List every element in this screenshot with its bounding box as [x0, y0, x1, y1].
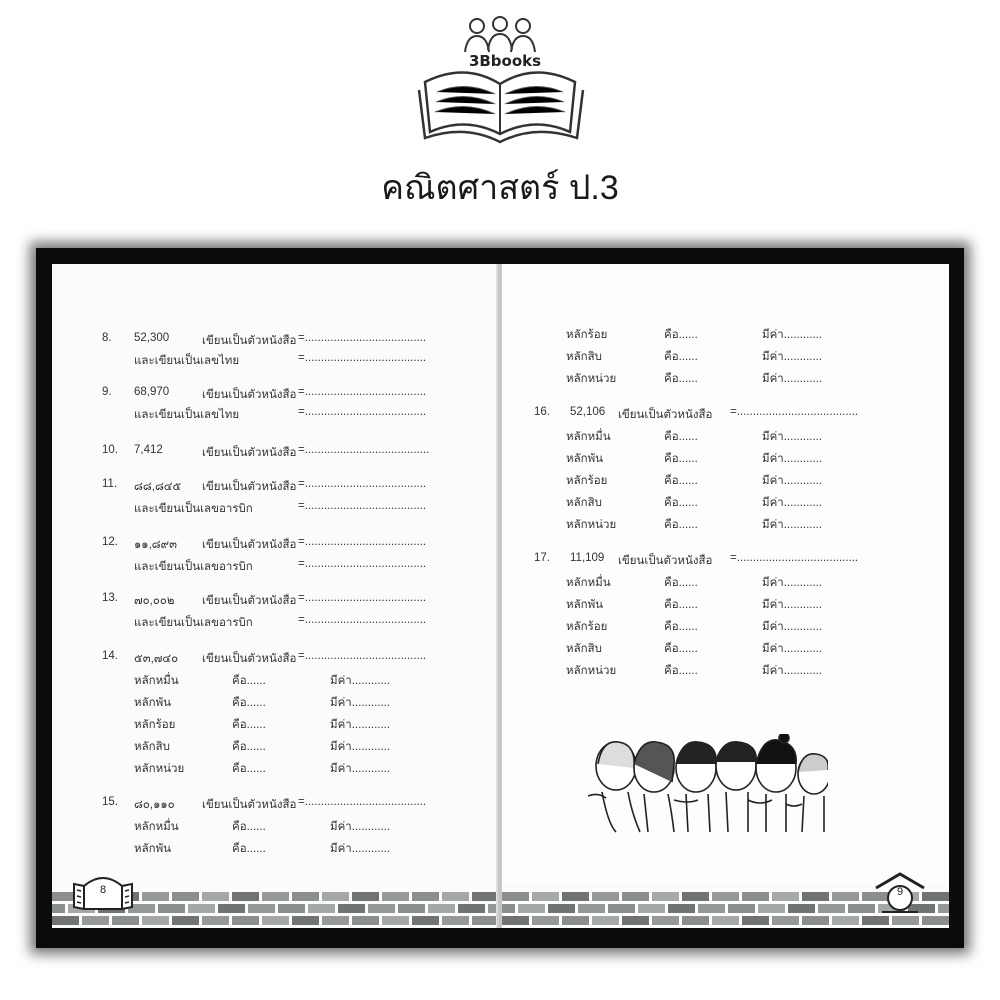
answer-blank: =......................................: [298, 406, 427, 418]
place-value-label: หลักสิบ: [566, 643, 602, 655]
place-value-label: หลักสิบ: [566, 497, 602, 509]
question-instruction: เขียนเป็นตัวหนังสือ: [618, 555, 713, 567]
question-instruction: และเขียนเป็นเลขอารบิก: [134, 617, 253, 629]
question-number: 8.: [102, 332, 112, 344]
answer-blank-value: มีค่า............: [762, 351, 823, 363]
answer-blank-digit: คือ......: [664, 577, 698, 589]
question-number: 12.: [102, 536, 118, 548]
logo-text: 3Bbooks: [468, 52, 542, 70]
question-number: 9.: [102, 386, 112, 398]
place-value-label: หลักหมื่น: [134, 675, 179, 687]
question-instruction: เขียนเป็นตัวหนังสือ: [202, 799, 297, 811]
answer-blank-value: มีค่า............: [762, 453, 823, 465]
question-instruction: เขียนเป็นตัวหนังสือ: [202, 389, 297, 401]
question-instruction: เขียนเป็นตัวหนังสือ: [202, 595, 297, 607]
answer-blank-digit: คือ......: [664, 351, 698, 363]
question-number-value: ๕๓,๗๔๐: [134, 653, 179, 665]
question-instruction: และเขียนเป็นเลขไทย: [134, 409, 240, 421]
children-illustration: [588, 734, 828, 834]
answer-blank: =......................................: [298, 332, 427, 344]
answer-blank-digit: คือ......: [664, 431, 698, 443]
answer-blank-value: มีค่า............: [762, 373, 823, 385]
page-title: คณิตศาสตร์ ป.3: [381, 169, 619, 207]
answer-blank-digit: คือ......: [232, 719, 266, 731]
question-number-value: 11,109: [570, 552, 605, 564]
question-number: 16.: [534, 406, 550, 418]
answer-blank-digit: คือ......: [664, 497, 698, 509]
answer-blank-value: มีค่า............: [330, 763, 391, 775]
answer-blank-value: มีค่า............: [762, 329, 823, 341]
question-number-value: 52,300: [134, 332, 170, 344]
page-number-right: 9: [896, 886, 904, 898]
answer-blank-value: มีค่า............: [330, 719, 391, 731]
answer-blank-value: มีค่า............: [330, 741, 391, 753]
question-number: 11.: [102, 478, 118, 490]
answer-blank: =......................................: [298, 558, 427, 570]
answer-blank-digit: คือ......: [664, 453, 698, 465]
answer-blank: =......................................: [298, 386, 427, 398]
page-number-left: 8: [99, 884, 107, 896]
question-number: 14.: [102, 650, 118, 662]
answer-blank-digit: คือ......: [664, 329, 698, 341]
answer-blank-digit: คือ......: [664, 665, 698, 677]
answer-blank: =......................................: [730, 406, 859, 418]
answer-blank-digit: คือ......: [664, 373, 698, 385]
answer-blank-digit: คือ......: [232, 675, 266, 687]
place-value-label: หลักหมื่น: [134, 821, 179, 833]
place-value-label: หลักหมื่น: [566, 431, 611, 443]
answer-blank: =......................................: [298, 614, 427, 626]
answer-blank-value: มีค่า............: [762, 665, 823, 677]
question-number: 13.: [102, 592, 118, 604]
answer-blank-digit: คือ......: [232, 843, 266, 855]
question-instruction: เขียนเป็นตัวหนังสือ: [202, 481, 297, 493]
place-value-label: หลักสิบ: [134, 741, 170, 753]
question-number: 17.: [534, 552, 550, 564]
question-instruction: เขียนเป็นตัวหนังสือ: [618, 409, 713, 421]
question-instruction: เขียนเป็นตัวหนังสือ: [202, 447, 297, 459]
question-number-value: ๑๑,๘๙๓: [134, 539, 177, 551]
left-page: [52, 264, 498, 928]
place-value-label: หลักพัน: [134, 843, 172, 855]
answer-blank-value: มีค่า............: [762, 431, 823, 443]
answer-blank-value: มีค่า............: [330, 675, 391, 687]
place-value-label: หลักร้อย: [566, 621, 608, 633]
answer-blank: =......................................: [298, 650, 427, 662]
answer-blank: =......................................: [298, 592, 427, 604]
place-value-label: หลักหน่วย: [134, 763, 185, 775]
answer-blank-digit: คือ......: [664, 519, 698, 531]
answer-blank-value: มีค่า............: [330, 843, 391, 855]
answer-blank: =......................................: [730, 552, 859, 564]
answer-blank-value: มีค่า............: [762, 577, 823, 589]
question-instruction: เขียนเป็นตัวหนังสือ: [202, 653, 297, 665]
answer-blank-digit: คือ......: [232, 821, 266, 833]
question-instruction: และเขียนเป็นเลขอารบิก: [134, 561, 253, 573]
answer-blank-value: มีค่า............: [330, 697, 391, 709]
answer-blank: =......................................: [298, 536, 427, 548]
answer-blank-value: มีค่า............: [762, 621, 823, 633]
answer-blank-digit: คือ......: [664, 475, 698, 487]
answer-blank: =......................................: [298, 478, 427, 490]
place-value-label: หลักหมื่น: [566, 577, 611, 589]
answer-blank: =......................................: [298, 796, 427, 808]
answer-blank-value: มีค่า............: [762, 519, 823, 531]
question-number-value: ๗๐,๐๐๒: [134, 595, 175, 607]
question-instruction: และเขียนเป็นเลขอารบิก: [134, 503, 253, 515]
answer-blank-digit: คือ......: [664, 599, 698, 611]
question-instruction: เขียนเป็นตัวหนังสือ: [202, 539, 297, 551]
question-number-value: ๘๐,๑๑๐: [134, 799, 175, 811]
question-number: 10.: [102, 444, 118, 456]
answer-blank-value: มีค่า............: [330, 821, 391, 833]
answer-blank-digit: คือ......: [664, 621, 698, 633]
question-number-value: ๘๘,๘๔๕: [134, 481, 182, 493]
place-value-label: หลักพัน: [134, 697, 172, 709]
answer-blank: =......................................: [298, 352, 427, 364]
answer-blank-value: มีค่า............: [762, 497, 823, 509]
right-page: [502, 264, 949, 928]
answer-blank-digit: คือ......: [232, 741, 266, 753]
question-number: 15.: [102, 796, 118, 808]
question-number-value: 7,412: [134, 444, 163, 456]
book-logo-icon: [405, 12, 595, 152]
place-value-label: หลักหน่วย: [566, 373, 617, 385]
answer-blank-digit: คือ......: [232, 697, 266, 709]
place-value-label: หลักร้อย: [566, 475, 608, 487]
answer-blank-digit: คือ......: [232, 763, 266, 775]
answer-blank-value: มีค่า............: [762, 643, 823, 655]
place-value-label: หลักหน่วย: [566, 665, 617, 677]
place-value-label: หลักร้อย: [134, 719, 176, 731]
answer-blank: =.......................................: [298, 444, 430, 456]
answer-blank: =......................................: [298, 500, 427, 512]
question-instruction: และเขียนเป็นเลขไทย: [134, 355, 240, 367]
place-value-label: หลักร้อย: [566, 329, 608, 341]
place-value-label: หลักพัน: [566, 599, 604, 611]
place-value-label: หลักสิบ: [566, 351, 602, 363]
place-value-label: หลักพัน: [566, 453, 604, 465]
answer-blank-value: มีค่า............: [762, 599, 823, 611]
question-number-value: 52,106: [570, 406, 606, 418]
question-instruction: เขียนเป็นตัวหนังสือ: [202, 335, 297, 347]
answer-blank-value: มีค่า............: [762, 475, 823, 487]
question-number-value: 68,970: [134, 386, 170, 398]
place-value-label: หลักหน่วย: [566, 519, 617, 531]
answer-blank-digit: คือ......: [664, 643, 698, 655]
